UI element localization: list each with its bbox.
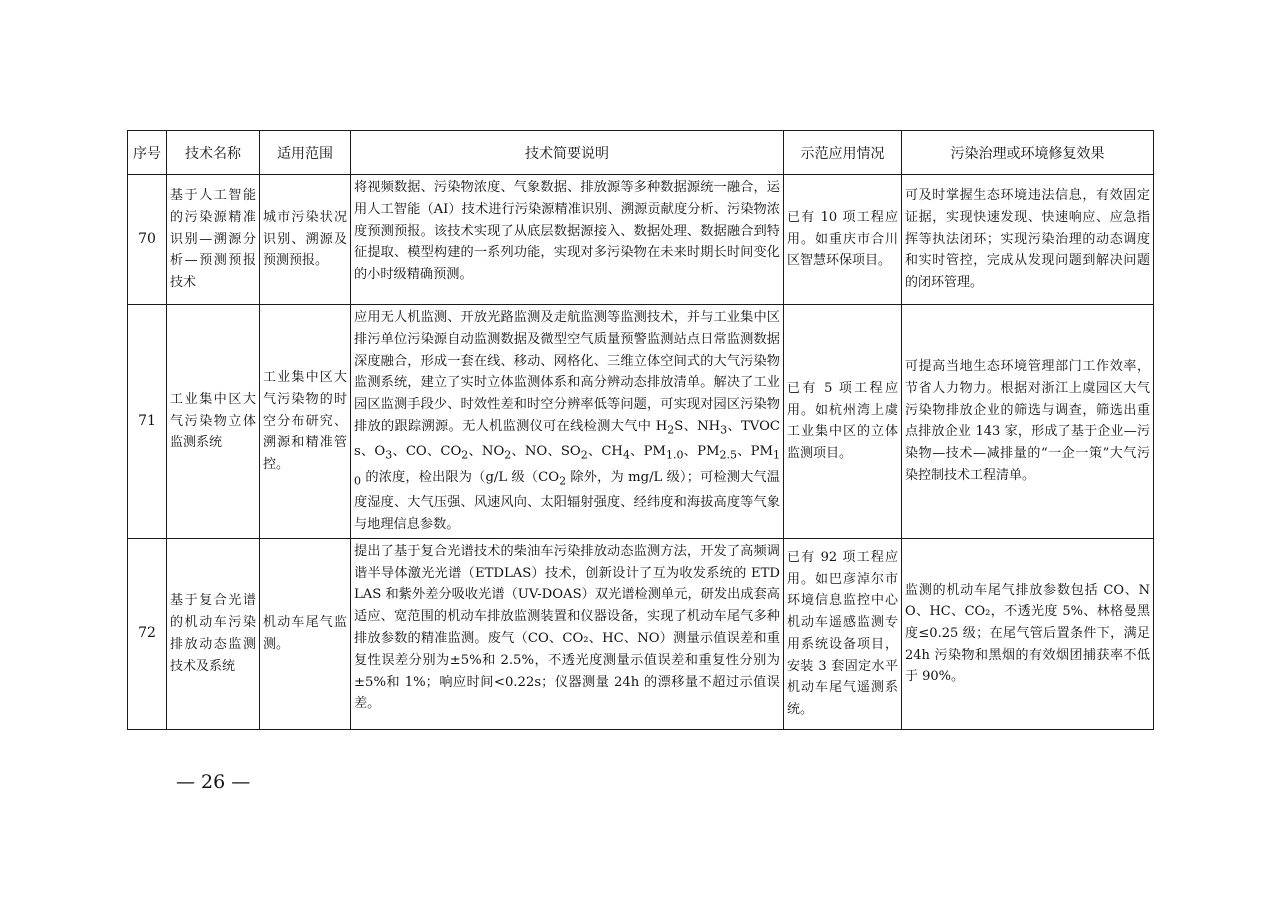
header-demo: 示范应用情况 <box>784 131 902 175</box>
desc-text: S、NH <box>674 418 721 434</box>
tech-description: 提出了基于复合光谱技术的柴油车污染排放动态监测方法，开发了高频调谐半导体激光光谱（ETDLAS）技术，创新设计了互为收发系统的 ETDLAS 和紫外差分吸收光谱（UV-DOAS）双光谱检测单元，研发出成套高适应、宽范围的机动车排放监测装置和仪器设备，实现了机动车尾气多种排放参数的精准监测。废气（CO、CO₂、HC、NO）测量示值误差和重复性误差分别为±5%和 2.5%，不透光度测量示值误差和重复性分别为±5%和 1%；响应时间<0.22s；仪器测量 24h 的漂移量不超过示值误差。 <box>351 538 784 729</box>
treatment-effect: 可及时掌握生态环境违法信息，有效固定证据，实现快速发现、快速响应、应急指挥等执法闭环；实现污染治理的动态调度和实时管控，完成从发现问题到解决问题的闭环管理。 <box>902 175 1154 305</box>
desc-text: 、NO、SO <box>511 444 581 460</box>
desc-text: 、PM <box>683 444 720 460</box>
header-scope: 适用范围 <box>260 131 351 175</box>
subscript: 2 <box>667 423 675 437</box>
desc-text: 、PM <box>629 444 666 460</box>
subscript: 2 <box>504 449 512 463</box>
tech-description <box>351 305 784 539</box>
desc-text: 应用无人机监测、开放光路监测及走航监测等监测技术，并与工业集中区排污单位污染源自动监测数据及微型空气质量预警监测站点日常监测数据深度融合，形成一套在线、移动、网格化、三维立体空间式的大气污染物监测系统，建立了实时立体监测体系和高分辨动态排放清单。解决了工业园区监测手段少、时效性差和时空分辨率低等问题，可实现对园区污染物排放的跟踪溯源。无人机监测仪可在线检测大气中 H <box>354 310 780 434</box>
table-header-row <box>128 131 1154 175</box>
tech-name: 工业集中区大气污染物立体监测系统 <box>167 305 260 539</box>
tech-scope: 城市污染状况识别、溯源及预测预报。 <box>260 175 351 305</box>
row-number: 70 <box>128 175 167 305</box>
demo-application: 已有 5 项工程应用。如杭州湾上虞工业集中区的立体监测项目。 <box>784 305 902 539</box>
desc-text: 、PM <box>736 444 773 460</box>
table-row <box>128 538 1154 729</box>
header-no: 序号 <box>128 131 167 175</box>
desc-text: 的浓度，检出限为（g/L 级（CO <box>361 469 560 485</box>
row-number: 72 <box>128 538 167 729</box>
treatment-effect: 可提高当地生态环境管理部门工作效率，节省人力物力。根据对浙江上虞园区大气污染物排放企业的筛选与调查，筛选出重点排放企业 143 家，形成了基于企业—污染物—技术—减排量的“一企一策”大气污染控制技术工程清单。 <box>902 305 1154 539</box>
header-name: 技术名称 <box>167 131 260 175</box>
tech-name: 基于人工智能的污染源精准识别—溯源分析—预测预报技术 <box>167 175 260 305</box>
subscript: 2.5 <box>719 449 737 463</box>
desc-text: 除外，为 mg/L 级）；可检测大气温度湿度、大气压强、风速风向、太阳辐射强度、经纬度和海拔高度等气象与地理信息参数。 <box>354 469 780 533</box>
subscript: 2 <box>461 449 469 463</box>
desc-text: 、TVOCs、O <box>354 418 780 460</box>
subscript: 2 <box>580 449 588 463</box>
desc-text: 、CO、CO <box>392 444 462 460</box>
desc-text: 、NO <box>468 444 505 460</box>
treatment-effect: 监测的机动车尾气排放参数包括 CO、NO、HC、CO₂，不透光度 5%、林格曼黑度≤0.25 级；在尾气管后置条件下，满足 24h 污染物和黑烟的有效烟团捕获率不低于 90%。 <box>902 538 1154 729</box>
demo-application: 已有 92 项工程应用。如巴彦淖尔市环境信息监控中心机动车遥感监测专用系统设备项目，安装 3 套固定水平机动车尾气遥测系统。 <box>784 538 902 729</box>
table-row <box>128 305 1154 539</box>
subscript: 3 <box>385 449 393 463</box>
subscript: 4 <box>622 449 630 463</box>
header-effect: 污染治理或环境修复效果 <box>902 131 1154 175</box>
row-number: 71 <box>128 305 167 539</box>
tech-description: 将视频数据、污染物浓度、气象数据、排放源等多种数据源统一融合，运用人工智能（AI）技术进行污染源精准识别、溯源贡献度分析、污染物浓度预测预报。该技术实现了从底层数据源接入、数据处理、数据融合到特征提取、模型构建的一系列功能，实现对多污染物在未来时期长时间变化的小时级精确预测。 <box>351 175 784 305</box>
table-row <box>128 175 1154 305</box>
desc-text: 、CH <box>587 444 623 460</box>
header-desc: 技术简要说明 <box>351 131 784 175</box>
subscript: 10 <box>354 449 780 488</box>
tech-scope: 工业集中区大气污染物的时空分布研究、溯源和精准管控。 <box>260 305 351 539</box>
tech-name: 基于复合光谱的机动车污染排放动态监测技术及系统 <box>167 538 260 729</box>
demo-application: 已有 10 项工程应用。如重庆市合川区智慧环保项目。 <box>784 175 902 305</box>
technology-table <box>127 130 1154 730</box>
subscript: 3 <box>720 423 728 437</box>
subscript: 1.0 <box>665 449 684 463</box>
page-number: — 26 — <box>176 771 251 793</box>
subscript: 2 <box>559 474 567 488</box>
tech-scope: 机动车尾气监测。 <box>260 538 351 729</box>
